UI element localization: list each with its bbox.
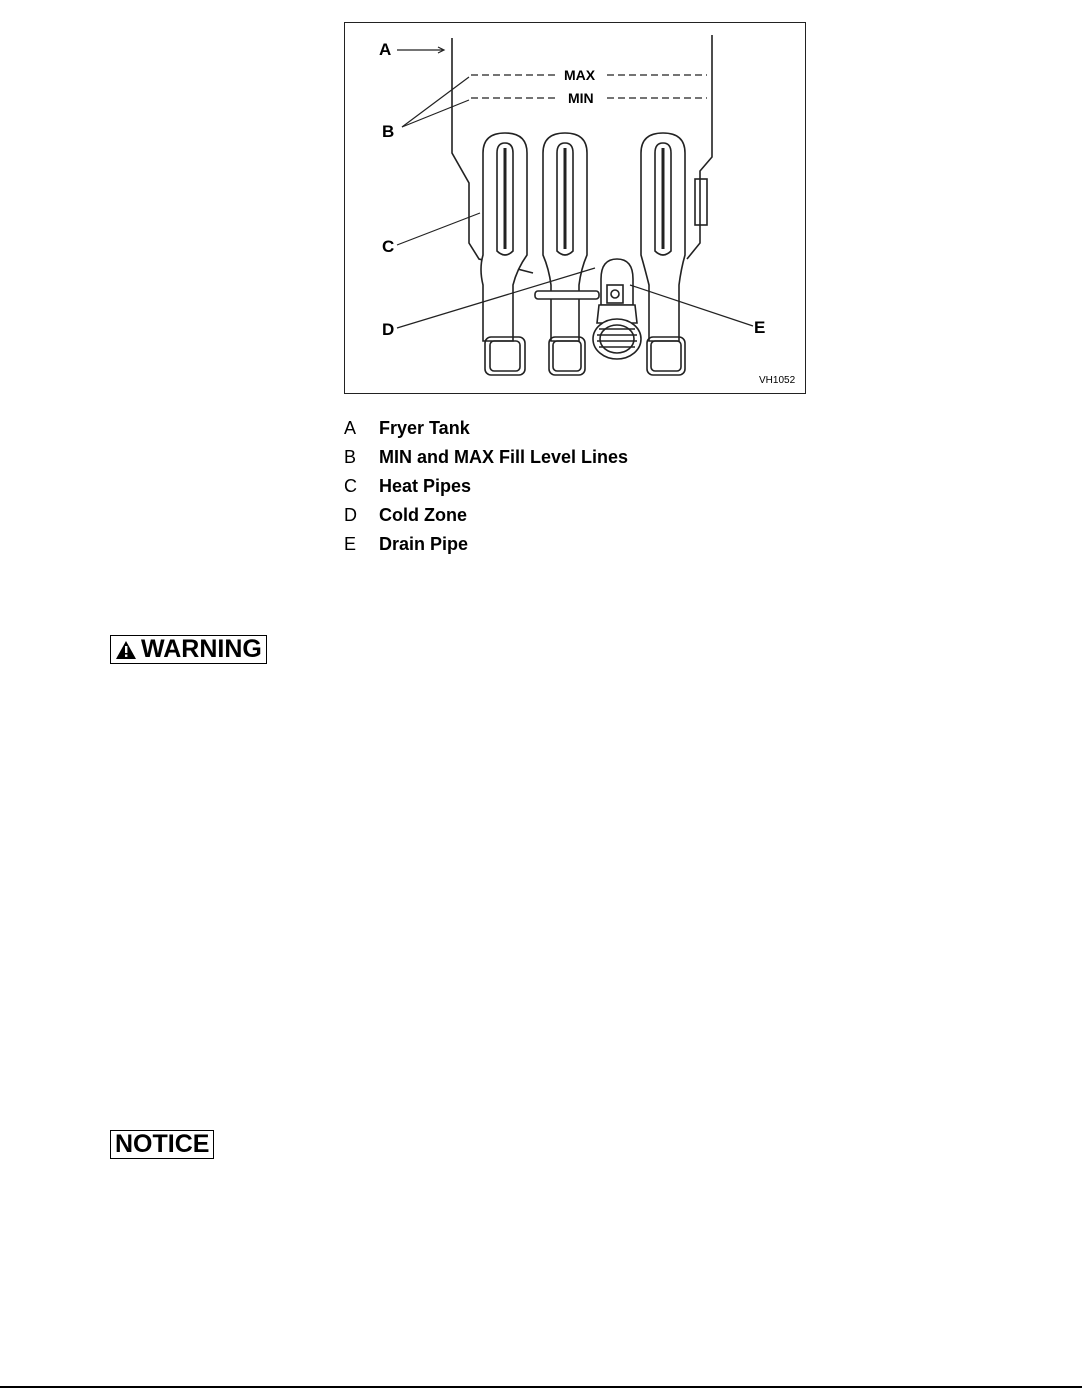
heat-pipe-3 [641, 133, 685, 375]
legend-key: B [344, 447, 357, 467]
fryer-tank-figure [344, 22, 806, 394]
legend-item [344, 443, 628, 472]
notice-label [110, 1130, 214, 1159]
warning-text: WARNING [141, 635, 262, 663]
heat-pipe-2 [543, 133, 587, 375]
legend-text: Fryer Tank [379, 418, 470, 438]
figure-code: VH1052 [759, 375, 796, 386]
callout-e: E [754, 318, 766, 337]
notice-text: NOTICE [115, 1130, 210, 1158]
legend-key: C [344, 476, 357, 496]
legend-item [344, 501, 628, 530]
heat-pipe-1 [481, 133, 527, 375]
callout-b: B [382, 122, 395, 141]
callout-c: C [382, 237, 395, 256]
min-line-label: MIN [568, 90, 594, 106]
legend-item [344, 472, 628, 501]
tank-side-bracket [695, 179, 707, 225]
fryer-tank-diagram [345, 23, 805, 393]
legend-key: D [344, 505, 357, 525]
legend-item [344, 414, 628, 443]
legend-key: A [344, 418, 357, 438]
legend-text: Drain Pipe [379, 534, 469, 554]
figure-legend [344, 414, 628, 559]
legend-item [344, 530, 628, 559]
warning-label [110, 635, 267, 664]
warning-triangle-icon [115, 640, 137, 660]
max-line-label: MAX [564, 67, 596, 83]
callout-a: A [379, 40, 392, 59]
callout-d: D [382, 320, 395, 339]
legend-key: E [344, 534, 357, 554]
legend-text: MIN and MAX Fill Level Lines [379, 447, 629, 467]
legend-text: Heat Pipes [379, 476, 472, 496]
legend-text: Cold Zone [379, 505, 467, 525]
